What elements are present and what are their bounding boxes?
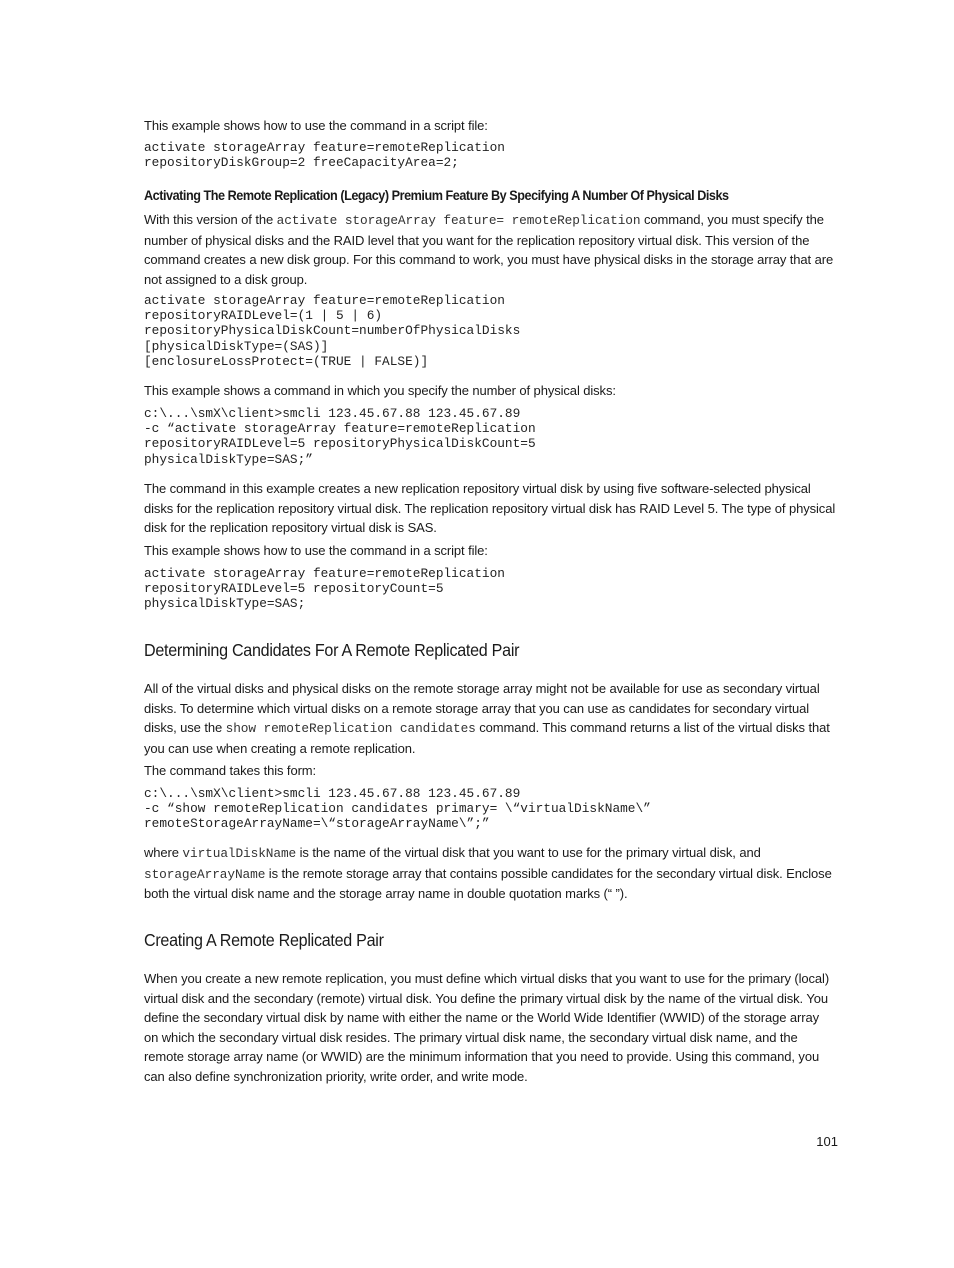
- paragraph-command-example: This example shows a command in which you specify the number of physical disks:: [144, 383, 616, 398]
- page-number: 101: [816, 1134, 838, 1149]
- inline-code-storage-array-name: storageArrayName: [144, 866, 266, 882]
- heading-creating-replicated-pair: Creating A Remote Replicated Pair: [144, 930, 384, 950]
- heading-determining-candidates: Determining Candidates For A Remote Replicated Pair: [144, 640, 520, 660]
- paragraph-example-explanation: The command in this example creates a new replication repository virtual disk by using five software-selected physical disks for the replication repository virtual disk. The replication repository virtual disk has RAID Level 5. The type of physical disk for the replication repository virtual disk is SAS.: [144, 481, 836, 535]
- paragraph-version-description: With this version of the activate storageArray feature= remoteReplication command, you must specify the number of physical disks and the RAID level that you want for the replication repository virtual disk. This version of the command creates a new disk group. For this command to work, you must have physical disks in the storage array that are not assigned to a disk group.: [144, 212, 834, 287]
- inline-code-virtual-disk-name: virtualDiskName: [182, 846, 297, 861]
- code-block-script-example-2: activate storageArray feature=remoteReplication repositoryRAIDLevel=5 repositoryCount=5 physicalDiskType=SAS;: [144, 566, 505, 612]
- paragraph-script-example-1: This example shows how to use the command in a script file:: [144, 118, 488, 133]
- paragraph-creating-description: When you create a new remote replication, you must define which virtual disks that you want to use for the primary (local) virtual disk and the secondary (remote) virtual disk. You define the primary virtual disk by the name of the virtual disk. You define the secondary virtual disk by name with either the name or the World Wide Identifier (WWID) of the storage array on which the secondary virtual disk resides. The primary virtual disk name, the secondary virtual disk name, and the remote storage array name (or WWID) are the minimum information that you need to provide. Using this command, you can also define synchronization priority, write order, and write mode.: [144, 971, 830, 1084]
- code-block-script-example-1: activate storageArray feature=remoteReplication repositoryDiskGroup=2 freeCapacityArea=2;: [144, 140, 505, 171]
- paragraph-candidates-description: All of the virtual disks and physical disks on the remote storage array might not be available for use as secondary virtual disks. To determine which virtual disks on a remote storage array that you can use as candidates for secondary virtual disks, use the show remoteReplication candidates command. This command returns a list of the virtual disks that you can use when creating a remote replication.: [144, 681, 830, 756]
- inline-code-activate-command: activate storageArray feature= remoteReplication: [276, 213, 641, 228]
- paragraph-command-form: The command takes this form:: [144, 763, 317, 778]
- code-block-cli-example: c:\...\smX\client>smcli 123.45.67.88 123.45.67.89 -c “activate storageArray feature=remoteReplication repositoryRAIDLevel=5 repositoryPhysicalDiskCount=5 physicalDiskType=SAS;”: [144, 406, 536, 467]
- code-block-syntax: activate storageArray feature=remoteReplication repositoryRAIDLevel=(1 | 5 | 6) repositoryPhysicalDiskCount=numberOfPhysicalDisks [physicalDiskType=(SAS)] [enclosureLossProtect=(TRUE | FALSE)]: [144, 293, 521, 369]
- paragraph-parameter-description: where virtualDiskName is the name of the virtual disk that you want to use for the primary virtual disk, and storageArrayName is the remote storage array that contains possible candidates for the secondary virtual disk. Enclose both the virtual disk name and the storage array name in double quotation marks (“ ”).: [144, 845, 832, 901]
- heading-activating-remote-replication: Activating The Remote Replication (Legacy) Premium Feature By Specifying A Number Of Physical Disks: [144, 188, 729, 203]
- code-block-show-candidates: c:\...\smX\client>smcli 123.45.67.88 123.45.67.89 -c “show remoteReplication candidates primary= \“virtualDiskName\” remoteStorageArrayName=\“storageArrayName\”;”: [144, 786, 651, 832]
- paragraph-script-example-2: This example shows how to use the command in a script file:: [144, 543, 488, 558]
- inline-code-show-candidates: show remoteReplication candidates: [225, 721, 476, 736]
